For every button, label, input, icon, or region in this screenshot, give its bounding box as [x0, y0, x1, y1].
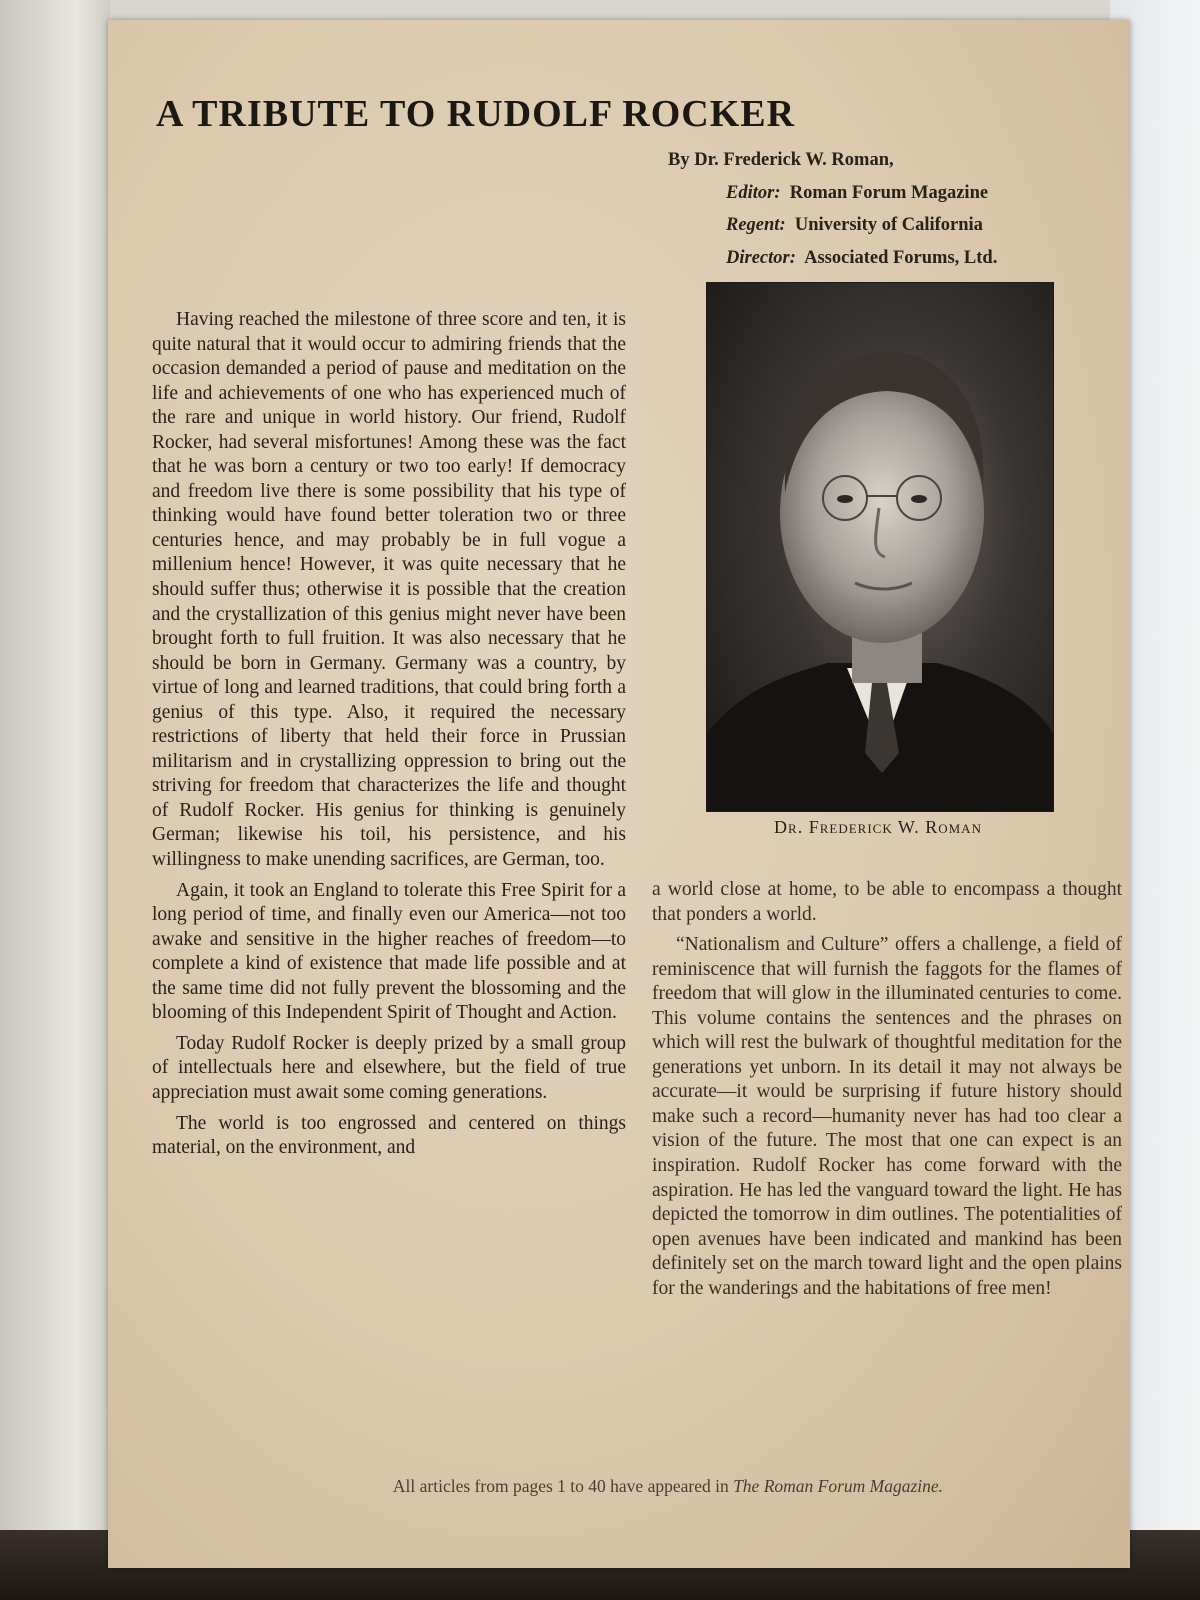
author-portrait-photo	[706, 282, 1054, 812]
paragraph: The world is too engrossed and centered on things material, on the environment, and	[152, 1112, 626, 1159]
footer-publication: The Roman Forum Magazine.	[733, 1476, 944, 1496]
byline-editor-value: Roman Forum Magazine	[789, 182, 989, 203]
right-column	[652, 878, 1122, 1307]
portrait-illustration	[707, 283, 1053, 811]
paragraph: “Nationalism and Culture” offers a challenge, a field of reminiscence that will furnish the faggots for the flames of freedom that will glow in the illuminated centuries to come. This volume contains the sentences and the phrases on which will rest the bulwark of thoughtful meditation for the generations yet unborn. In its detail it may not always be accurate—it would be surprising if future history should make such a record—humanity never has had too clear a vision of the future. The most that one can expect is an inspiration. Rudolf Rocker has come forward with the aspiration. He has led the vanguard toward the light. He has depicted the tomorrow in dim outlines. The potentialities of open avenues have been indicated and mankind has been definitely set on the march toward light and the open plains for the wanderings and the habitations of free men!	[652, 934, 1122, 1299]
byline-director-value: Associated Forums, Ltd.	[804, 247, 998, 268]
byline-regent-value: University of California	[794, 215, 983, 235]
paragraph: Today Rudolf Rocker is deeply prized by a small group of intellectuals here and elsewhere, but the field of true appreciation must await some coming generations.	[152, 1032, 626, 1103]
photo-caption: Dr. Frederick W. Roman	[774, 817, 982, 837]
left-column	[152, 308, 626, 1167]
byline-editor-label: Editor:	[726, 182, 781, 203]
magazine-page	[108, 20, 1130, 1568]
footer-text: All articles from pages 1 to 40 have appeared in	[392, 1476, 729, 1496]
byline-director	[668, 242, 1138, 275]
byline-editor	[668, 177, 1138, 210]
byline-regent	[668, 209, 1138, 242]
byline-director-label: Director:	[726, 247, 796, 268]
byline	[668, 144, 1138, 274]
paragraph: Having reached the milestone of three score and ten, it is quite natural that it would occur to admiring friends that the occasion demanded a period of pause and meditation on the life and achievements of one who has experienced much of the rare and unique in world history. Our friend, Rudolf Rocker, had several misfortunes! Among these was the fact that he was born a century or two too early! If democracy and freedom live there is some possibility that his type of thinking would have found better toleration two or three centuries hence, and may probably be in full vogue a millenium hence! However, it was quite necessary that he should suffer thus; otherwise it is possible that the creation and the crystallization of this genius might never have been brought forth to full fruition. It was also necessary that he should be born in Germany. Germany was a country, by virtue of long and learned traditions, that could bring forth a genius of this type. Also, it required the necessary restrictions of liberty that held their force in Prussian militarism and in crystallizing oppression to bring out the striving for freedom that characterizes the life and thought of Rudolf Rocker. His genius for thinking is genuinely German; likewise his toil, his persistence, and his willingness to make unending sacrifices, are German, too.	[152, 309, 626, 871]
article-title: A TRIBUTE TO RUDOLF ROCKER	[156, 93, 796, 135]
paragraph: Again, it took an England to tolerate this Free Spirit for a long period of time, and finally even our America—not too awake and sensitive in the higher reaches of freedom—to complete a kind of existence that made life possible and at the same time did not fully prevent the blossoming and the blooming of this Independent Spirit of Thought and Action.	[152, 879, 626, 1024]
byline-regent-label: Regent:	[726, 215, 786, 235]
background-left	[0, 0, 110, 1600]
page-footer	[258, 1476, 1078, 1497]
byline-author: By Dr. Frederick W. Roman,	[668, 150, 894, 170]
paragraph: a world close at home, to be able to encompass a thought that ponders a world.	[652, 879, 1122, 925]
